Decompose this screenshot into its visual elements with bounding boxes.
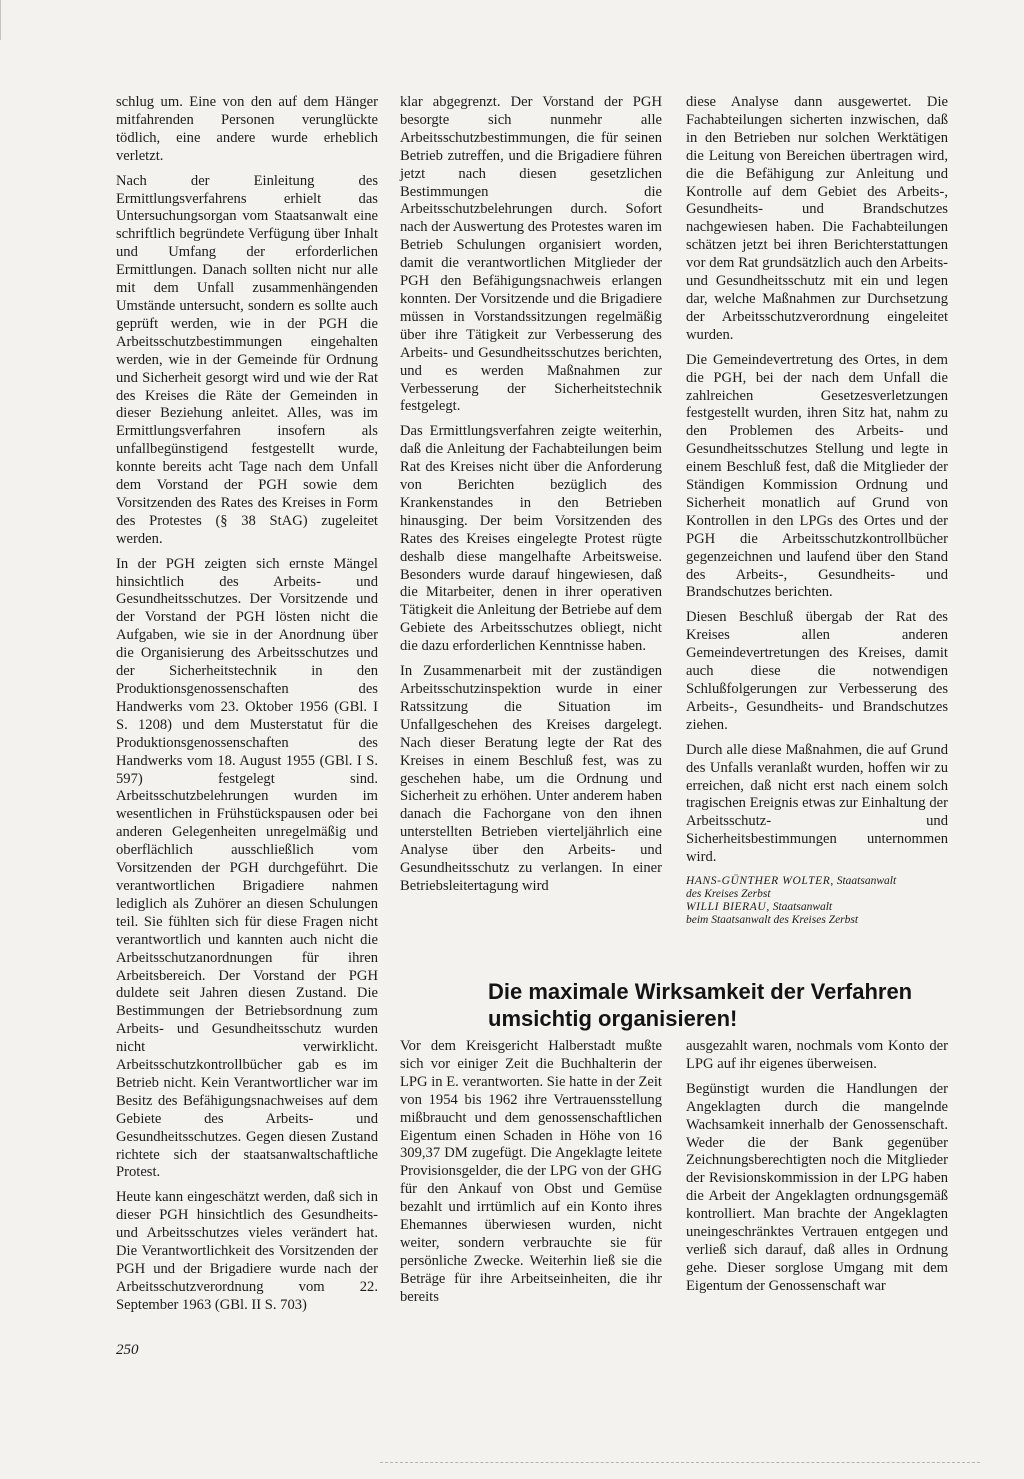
article2-column-1: [400, 1038, 662, 1314]
paragraph: diese Analyse dann ausgewertet. Die Fachabteilungen sicherten inzwischen, daß in den Betrieben nur solchen Werktätigen die Leitung von Bereichen übertragen wird, die die Befähigung zur Anleitung und Kontrolle auf dem Gebiet des Arbeits-, Gesundheits- und Brandschutzes nachgewiesen haben. Die Fachabteilungen schätzen jetzt bei ihren Berichterstattungen vor dem Rat grundsätzlich auch den Arbeits- und Gesundheitsschutz mit ein und legen dar, welche Maßnahmen zur Durchsetzung der Arbeitsschutzverordnung eingeleitet wurden.: [686, 94, 948, 343]
paragraph: Begünstigt wurden die Handlungen der Angeklagten durch die mangelnde Wachsamkeit innerhalb der Genossenschaft. Weder die der Bank gegenüber Zeichnungsberechtigten noch die Mitglieder der Revisionskommission in der LPG haben die Arbeit der Angeklagten ordnungsgemäß kontrolliert. Man brachte der Angeklagten uneingeschränktes Vertrauen entgegen und verließ sich darauf, daß alles in Ordnung gehe. Dieser sorglose Umgang mit dem Eigentum der Genossenschaft war: [686, 1080, 948, 1294]
author-org: beim Staatsanwalt des Kreises Zerbst: [686, 914, 859, 927]
signature-line-2: [686, 901, 948, 914]
paragraph: schlug um. Eine von den auf dem Hänger mitfahrenden Personen verunglückte tödlich, eine andere wurde erheblich verletzt.: [116, 94, 378, 164]
author-name: HANS-GÜNTHER WOLTER,: [686, 875, 834, 888]
signature-line-1: [686, 875, 948, 888]
column-3: [686, 94, 948, 927]
bottom-divider: [380, 1462, 980, 1464]
page-number: 250: [116, 1342, 139, 1358]
paragraph: In der PGH zeigten sich ernste Mängel hinsichtlich des Arbeits- und Gesundheitsschutzes. Der Vorsitzende und der Vorstand der PGH lösten nicht die Aufgaben, wie sie in der Anordnung über die Organisierung des Arbeitsschutzes und der Sicherheitstechnik in den Produktionsgenossenschaften des Handwerks vom 23. Oktober 1956 (GBl. I S. 1208) und dem Musterstatut für die Produktionsgenossenschaften des Handwerks vom 18. August 1955 (GBl. I S. 597) festgelegt sind. Arbeitsschutzbelehrungen wurden im wesentlichen in Frühstückspausen oder bei anderen Gelegenheiten unregelmäßig und oberflächlich ausschließlich vom Vorsitzenden der PGH durchgeführt. Die verantwortlichen Brigadiere nahmen lediglich als Zuhörer an diesen Schulungen teil. Sie fühlten sich für diese Fragen nicht verantwortlich und kannten auch nicht die Arbeitsschutzanordnungen für ihren Arbeitsbereich. Der Vorstand der PGH duldete seit Jahren diesen Zustand. Die Bestimmungen der Betriebsordnung zum Arbeits- und Gesundheitsschutz wurden nicht verwirklicht. Arbeitsschutzkontrollbücher gab es im Betrieb nicht. Kein Verantwortlicher war im Besitz des Befähigungsnachweises auf dem Gebiete des Arbeits- und Gesundheitsschutzes. Gegen diesen Zustand richtete sich der staatsanwaltschaftliche Protest.: [116, 555, 378, 1181]
paragraph: Vor dem Kreisgericht Halberstadt mußte sich vor einiger Zeit die Buchhalterin der LPG in E. verantworten. Sie hatte in der Zeit von 1954 bis 1962 ihre Vertrauensstellung mißbraucht und dem genossenschaftlichen Eigentum einen Schaden in Höhe von 16 309,37 DM zugefügt. Die Angeklagte leitete Provisionsgelder, die der LPG von der GHG für den Ankauf von Obst und Gemüse bezahlt und irrtümlich auf ein Konto ihres Ehemannes überwiesen wurden, nicht weiter, sondern verbrauchte sie für persönliche Zwecke. Weiterhin ließ sie die Beträge für ihre Arbeitseinheiten, die ihr bereits: [400, 1038, 662, 1305]
paragraph: Das Ermittlungsverfahren zeigte weiterhin, daß die Anleitung der Fachabteilungen beim Rat des Kreises nicht über die Anforderung von Berichten bezüglich des Krankenstandes in den Betrieben hinausging. Der beim Vorsitzenden des Rates des Kreises eingelegte Protest rügte deshalb diese mangelhafte Arbeitsweise. Besonders wurde darauf hingewiesen, daß die Mitarbeiter, denen in ihrer operativen Tätigkeit die Anleitung der Betriebe auf dem Gebiete des Arbeitsschutzes obliegt, nicht die dazu erforderlichen Kenntnisse haben.: [400, 423, 662, 655]
paragraph: Nach der Einleitung des Ermittlungsverfahrens erhielt das Untersuchungsorgan vom Staatsanwalt eine schriftlich begründete Verfügung über Inhalt und Umfang der erforderlichen Ermittlungen. Danach sollten nicht nur alle mit dem Unfall zusammenhängenden Umstände untersucht, sondern es sollte auch geprüft werden, wie in der PGH die Arbeitsschutzbestimmungen eingehalten werden, wie in der Gemeinde für Ordnung und Sicherheit gesorgt wird und wie der Rat des Kreises die Räte der Gemeinden in dieser Beziehung anleitet. Alles, was im Ermittlungsverfahren insofern als unfallbegünstigend festgestellt wurde, konnte bereits acht Tage nach dem Unfall dem Vorstand der PGH sowie dem Vorsitzenden des Rates des Kreises in Form des Protestes (§ 38 StAG) zugeleitet werden.: [116, 172, 378, 547]
article-headline: Die maximale Wirksamkeit der Verfahren umsichtig organisieren!: [488, 979, 913, 1031]
signature-block: [686, 875, 948, 927]
author-org: des Kreises Zerbst: [686, 888, 771, 901]
paragraph: Diesen Beschluß übergab der Rat des Kreises allen anderen Gemeindevertretungen des Kreises, damit auch diese die notwendigen Schlußfolgerungen zur Verbesserung des Arbeits-, Gesundheits- und Brandschutzes ziehen.: [686, 609, 948, 733]
author-role: Staatsanwalt: [772, 901, 833, 914]
paragraph: klar abgegrenzt. Der Vorstand der PGH besorgte sich nunmehr alle Arbeitsschutzbestimmungen, die für seinen Betrieb zutreffen, und die Brigadiere führen jetzt nach diesen gesetzlichen Bestimmungen die Arbeitsschutzbelehrungen durch. Sofort nach der Auswertung des Protestes waren im Betrieb Schulungen organisiert worden, damit die verantwortlichen Mitglieder der PGH den Befähigungsnachweis erlangen konnten. Der Vorsitzende und die Brigadiere müssen in Vorstandssitzungen regelmäßig über ihre Tätigkeit zur Verbesserung des Arbeits- und Gesundheitsschutzes berichten, und es werden Maßnahmen zur Verbesserung der Sicherheitstechnik festgelegt.: [400, 94, 662, 415]
column-1: [116, 94, 378, 1322]
paragraph: In Zusammenarbeit mit der zuständigen Arbeitsschutzinspektion wurde in einer Ratssitzung die Situation im Unfallgeschehen des Kreises dargelegt. Nach dieser Beratung legte der Rat des Kreises in einem Beschluß fest, was zu geschehen habe, um die Ordnung und Sicherheit zu erhöhen. Unter anderem haben danach die Fachorgane von den ihnen unterstellten Betrieben vierteljährlich eine Analyse über den Arbeits- und Gesundheitsschutz zu verlangen. In einer Betriebsleitertagung wird: [400, 663, 662, 894]
paragraph: Durch alle diese Maßnahmen, die auf Grund des Unfalls veranlaßt wurden, hoffen wir zu erreichen, daß nicht erst nach einem solch tragischen Ereignis etwas zur Einhaltung der Arbeitsschutz- und Sicherheitsbestimmungen unternommen wird.: [686, 741, 948, 866]
paragraph: ausgezahlt waren, nochmals vom Konto der LPG auf ihr eigenes überweisen.: [686, 1038, 948, 1072]
article2-column-2: [686, 1038, 948, 1303]
column-2: [400, 94, 662, 903]
author-name: WILLI BIERAU,: [686, 901, 770, 914]
scan-edge-mark: [0, 0, 13, 40]
paragraph: Heute kann eingeschätzt werden, daß sich in dieser PGH hinsichtlich des Gesundheits- und Arbeitsschutzes vieles verändert hat. Die Verantwortlichkeit des Vorsitzenden der PGH und der Brigadiere wurde nach der Arbeitsschutzverordnung vom 22. September 1963 (GBl. II S. 703): [116, 1189, 378, 1313]
paragraph: Die Gemeindevertretung des Ortes, in dem die PGH, bei der nach dem Unfall die zahlreichen Gesetzesverletzungen festgestellt wurden, ihren Sitz hat, nahm zu den Problemen des Arbeits- und Gesundheitsschutzes Stellung und legte in einem Beschluß fest, daß die Mitglieder der Ständigen Kommission Ordnung und Sicherheit monatlich auf Grund von Kontrollen in den LPGs des Ortes und der PGH die Arbeitsschutzkontrollbücher gegenzeichnen und laufend über den Stand des Arbeits-, Gesundheits- und Brandschutzes berichten.: [686, 351, 948, 601]
author-role: Staatsanwalt: [836, 875, 897, 888]
